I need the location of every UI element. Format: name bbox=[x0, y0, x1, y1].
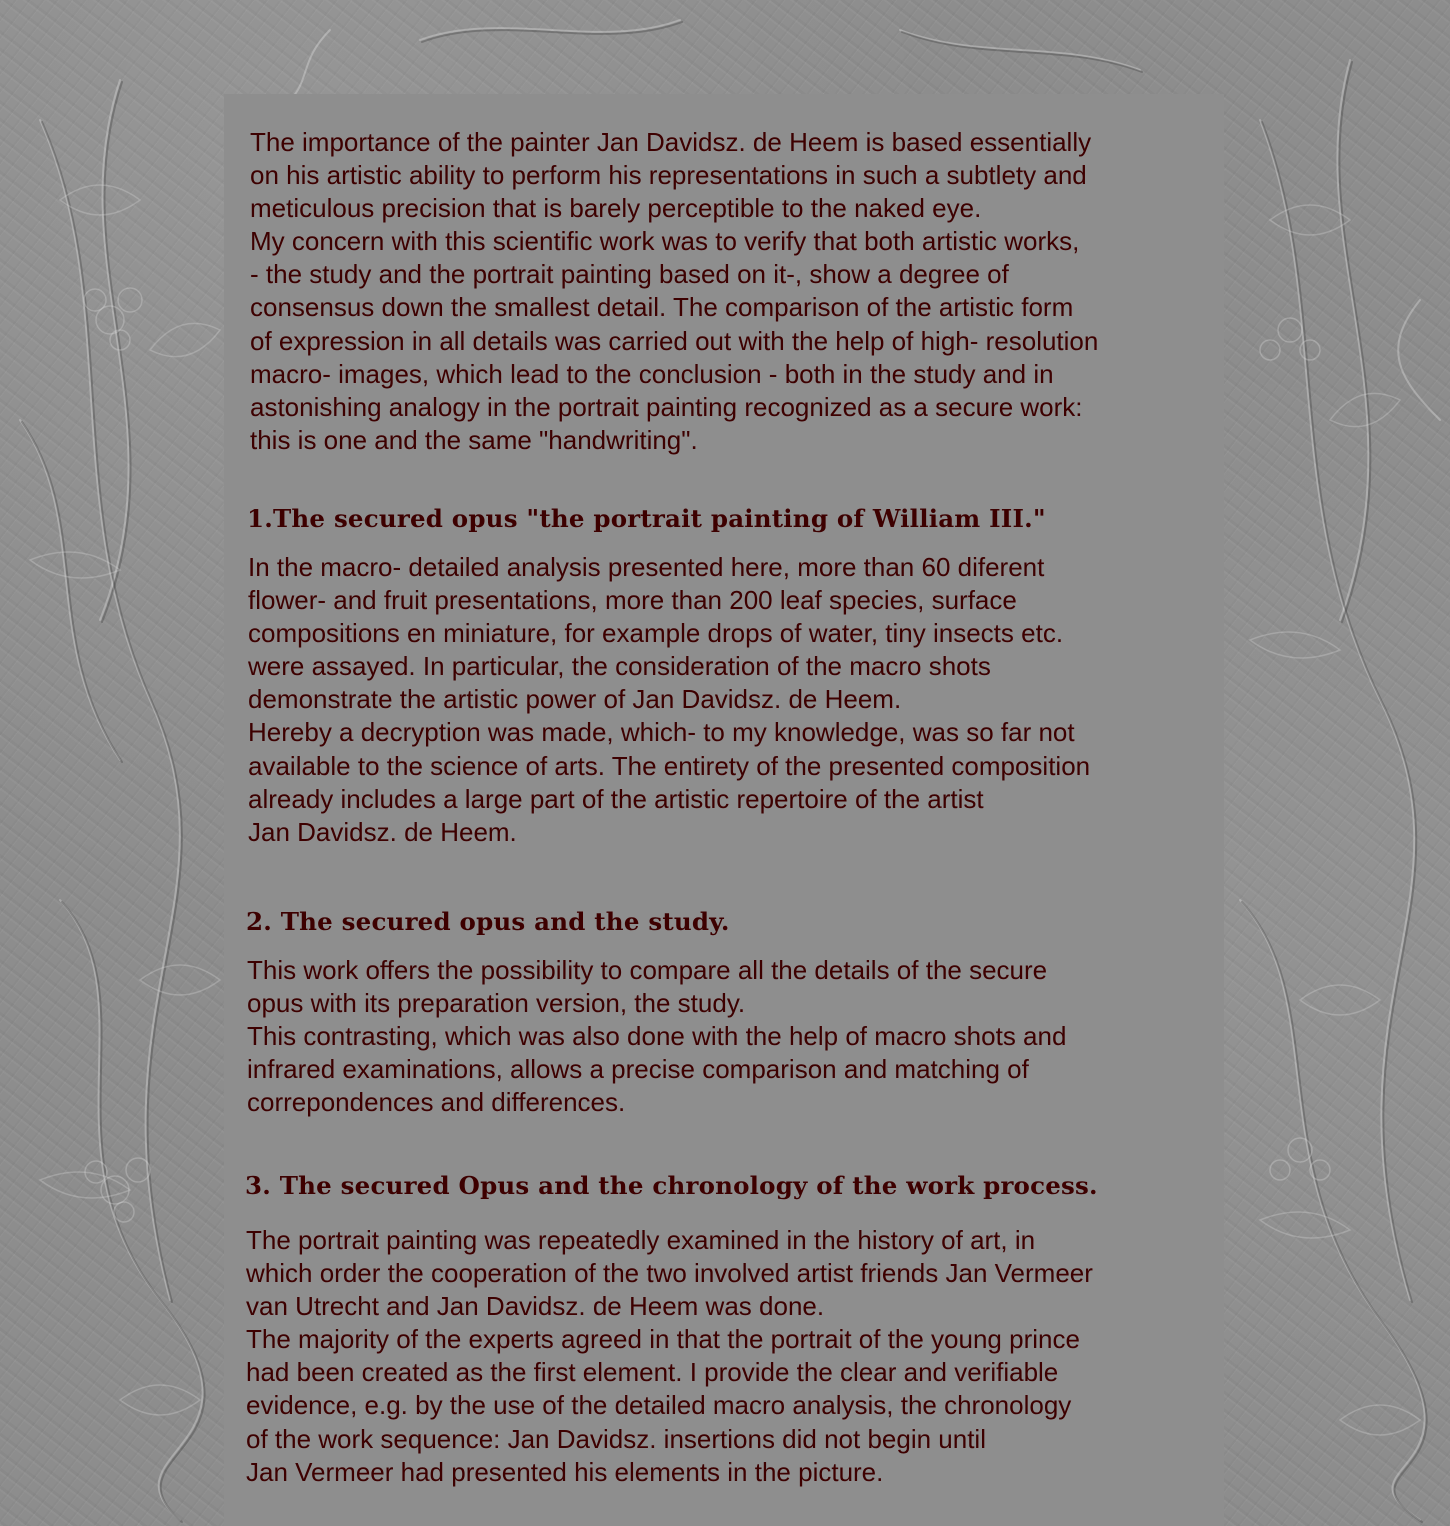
intro-block bbox=[250, 126, 1210, 457]
section-3-paragraph: The portrait painting was repeatedly examined in the history of art, in which order the cooperation of the two involved artist friends Jan Vermeer van Utrecht and Jan Davidsz. de Heem was done. The majority of the experts agreed in that the portrait of the young prince had been created as the first element. I provide the clear and verifiable evidence, e.g. by the use of the detailed macro analysis, the chronology of the work sequence: Jan Davidsz. insertions did not begin until Jan Vermeer had presented his elements in the picture. bbox=[246, 1225, 1093, 1487]
section-2 bbox=[246, 907, 1206, 937]
section-2-paragraph: This work offers the possibility to compare all the details of the secure opus with its preparation version, the study. This contrasting, which was also done with the help of macro shots and infrared examinations, allows a precise comparison and matching of correpondences and differences. bbox=[247, 955, 1067, 1118]
section-1 bbox=[247, 504, 1207, 534]
section-2-heading: 2. The secured opus and the study. bbox=[246, 907, 730, 936]
section-2-body bbox=[247, 954, 1207, 1119]
section-1-heading: 1.The secured opus "the portrait painting of William III." bbox=[247, 504, 1046, 533]
section-3 bbox=[245, 1171, 1205, 1201]
section-3-body bbox=[246, 1224, 1206, 1489]
intro-paragraph: The importance of the painter Jan Davidsz. de Heem is based essentially on his artistic ability to perform his representations in such a subtlety and meticulous precision that is barely perceptible to the naked eye. My concern with this scientific work was to verify that both artistic works, - the study and the portrait painting based on it-, show a degree of consensus down the smallest detail. The comparison of the artistic form of expression in all details was carried out with the help of high- resolution macro- images, which lead to the conclusion - both in the study and in astonishing analogy in the portrait painting recognized as a secure work: this is one and the same "handwriting". bbox=[250, 127, 1099, 455]
section-1-paragraph: In the macro- detailed analysis presented here, more than 60 diferent flower- and fruit presentations, more than 200 leaf species, surface compositions en miniature, for example drops of water, tiny insects etc. were assayed. In particular, the consideration of the macro shots demonstrate the artistic power of Jan Davidsz. de Heem. Hereby a decryption was made, which- to my knowledge, was so far not available to the science of arts. The entirety of the presented composition already includes a large part of the artistic repertoire of the artist Jan Davidsz. de Heem. bbox=[248, 552, 1091, 847]
section-3-heading: 3. The secured Opus and the chronology of the work process. bbox=[245, 1171, 1098, 1200]
section-1-body bbox=[248, 551, 1208, 849]
